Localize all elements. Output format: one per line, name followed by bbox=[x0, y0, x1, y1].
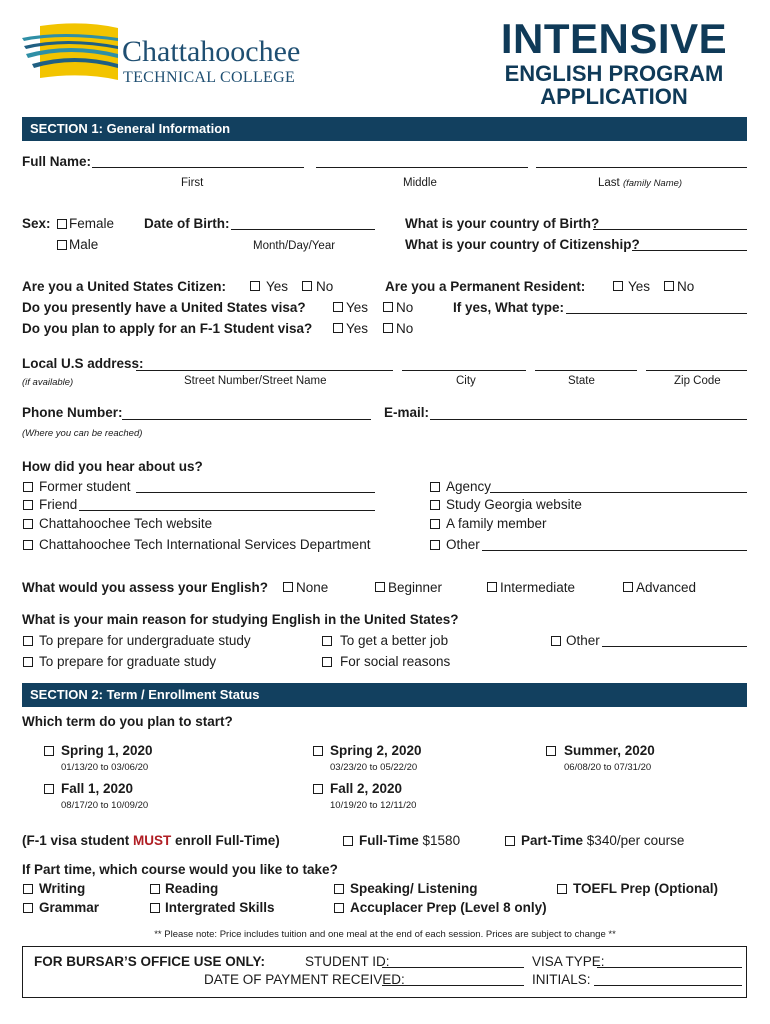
price-note: ** Please note: Price includes tuition and one meal at the end of each session. Prices are subject to change ** bbox=[154, 929, 616, 940]
male-label: Male bbox=[69, 237, 99, 252]
perm-resident-yes-checkbox[interactable] bbox=[613, 281, 623, 291]
reason-other-label: Other bbox=[566, 633, 600, 648]
hear-family-checkbox[interactable] bbox=[430, 519, 440, 529]
student-id-label: STUDENT ID: bbox=[305, 954, 390, 969]
term-spring1-dates: 01/13/20 to 03/06/20 bbox=[61, 762, 149, 773]
fulltime-label: Full-Time bbox=[359, 833, 419, 848]
logo-college-name: Chattahoochee bbox=[122, 35, 301, 68]
street-caption: Street Number/Street Name bbox=[184, 375, 327, 387]
form-title-main: INTENSIVE bbox=[500, 15, 728, 62]
payment-date-label: DATE OF PAYMENT RECEIVED: bbox=[204, 972, 405, 987]
us-citizen-no-label: No bbox=[316, 279, 334, 294]
f1-visa-no-checkbox[interactable] bbox=[383, 323, 393, 333]
last-name-caption-text: Last bbox=[598, 177, 620, 189]
form-title-line3: APPLICATION bbox=[540, 84, 688, 109]
full-name-label: Full Name: bbox=[22, 154, 92, 169]
zip-field[interactable] bbox=[646, 370, 747, 371]
term-fall1-checkbox[interactable] bbox=[44, 784, 54, 794]
hear-other-label: Other bbox=[446, 537, 480, 552]
reason-graduate-label: To prepare for graduate study bbox=[39, 654, 217, 669]
f1-enroll-must: MUST bbox=[133, 833, 172, 848]
term-spring1-label: Spring 1, 2020 bbox=[61, 743, 153, 758]
course-toefl-checkbox[interactable] bbox=[557, 884, 567, 894]
initials-field[interactable] bbox=[594, 985, 742, 986]
last-name-note: (family Name) bbox=[622, 178, 683, 189]
assess-intermediate-label: Intermediate bbox=[500, 580, 576, 595]
reason-social-checkbox[interactable] bbox=[322, 657, 332, 667]
us-citizen-yes-checkbox[interactable] bbox=[250, 281, 260, 291]
term-fall2-checkbox[interactable] bbox=[313, 784, 323, 794]
former-student-field[interactable] bbox=[136, 492, 375, 493]
assess-beginner-label: Beginner bbox=[388, 580, 443, 595]
hear-website-label: Chattahoochee Tech website bbox=[39, 516, 213, 531]
birth-country-label: What is your country of Birth? bbox=[405, 216, 600, 231]
course-grammar-label: Grammar bbox=[39, 900, 100, 915]
flag-logo-icon bbox=[22, 22, 122, 84]
section1-title: SECTION 1: General Information bbox=[30, 121, 231, 136]
perm-resident-yes-label: Yes bbox=[628, 279, 651, 294]
phone-field[interactable] bbox=[122, 419, 371, 420]
f1-enroll-note bbox=[22, 833, 280, 849]
course-question: If Part time, which course would you like to take? bbox=[22, 862, 338, 877]
term-fall2-dates: 10/19/20 to 12/11/20 bbox=[330, 800, 417, 811]
assess-advanced-checkbox[interactable] bbox=[623, 582, 633, 592]
course-speaking-label: Speaking/ Listening bbox=[350, 881, 478, 896]
first-name-caption: First bbox=[181, 177, 204, 189]
hear-isd-label: Chattahoochee Tech International Services Department bbox=[39, 537, 371, 552]
term-spring2-label: Spring 2, 2020 bbox=[330, 743, 422, 758]
course-writing-checkbox[interactable] bbox=[23, 884, 33, 894]
city-caption: City bbox=[456, 375, 476, 387]
us-citizen-no-checkbox[interactable] bbox=[302, 281, 312, 291]
bursar-box bbox=[22, 946, 747, 998]
f1-visa-yes-checkbox[interactable] bbox=[333, 323, 343, 333]
fulltime-option bbox=[359, 833, 460, 849]
parttime-option bbox=[521, 833, 684, 849]
course-reading-checkbox[interactable] bbox=[150, 884, 160, 894]
fulltime-checkbox[interactable] bbox=[343, 836, 353, 846]
visa-type-label: If yes, What type: bbox=[453, 300, 565, 315]
hear-study-georgia-label: Study Georgia website bbox=[446, 497, 582, 512]
middle-name-field[interactable] bbox=[316, 167, 528, 168]
hear-former-student-label: Former student bbox=[39, 479, 131, 494]
last-name-field[interactable] bbox=[536, 167, 747, 168]
hear-about-label: How did you hear about us? bbox=[22, 459, 203, 474]
male-checkbox[interactable] bbox=[57, 240, 67, 250]
term-summer-label: Summer, 2020 bbox=[564, 743, 655, 758]
term-spring1-checkbox[interactable] bbox=[44, 746, 54, 756]
first-name-field[interactable] bbox=[92, 167, 304, 168]
logo-college-subtitle: TECHNICAL COLLEGE bbox=[123, 69, 296, 86]
dob-label: Date of Birth: bbox=[144, 216, 230, 231]
female-checkbox[interactable] bbox=[57, 219, 67, 229]
term-summer-checkbox[interactable] bbox=[546, 746, 556, 756]
zip-caption: Zip Code bbox=[674, 375, 721, 387]
parttime-checkbox[interactable] bbox=[505, 836, 515, 846]
course-integrated-checkbox[interactable] bbox=[150, 903, 160, 913]
reason-undergrad-checkbox[interactable] bbox=[23, 636, 33, 646]
reason-label: What is your main reason for studying English in the United States? bbox=[22, 612, 459, 627]
visa-type-field[interactable] bbox=[566, 313, 747, 314]
reason-other-field[interactable] bbox=[602, 646, 747, 647]
us-citizen-label: Are you a United States Citizen: bbox=[22, 279, 227, 294]
us-citizen-yes-label: Yes bbox=[266, 279, 289, 294]
f1-visa-yes-label: Yes bbox=[346, 321, 369, 336]
hear-website-checkbox[interactable] bbox=[23, 519, 33, 529]
term-question: Which term do you plan to start? bbox=[22, 714, 233, 729]
section2-title: SECTION 2: Term / Enrollment Status bbox=[30, 687, 260, 702]
hear-other-checkbox[interactable] bbox=[430, 540, 440, 550]
student-id-field[interactable] bbox=[382, 967, 524, 968]
street-field[interactable] bbox=[136, 370, 393, 371]
parttime-price: $340/per course bbox=[586, 833, 685, 848]
section2-header bbox=[22, 683, 747, 707]
hear-isd-checkbox[interactable] bbox=[23, 540, 33, 550]
perm-resident-label: Are you a Permanent Resident: bbox=[385, 279, 586, 294]
hear-friend-label: Friend bbox=[39, 497, 78, 512]
visa-type-bursar-label: VISA TYPE: bbox=[532, 954, 605, 969]
state-caption: State bbox=[568, 375, 595, 387]
perm-resident-no-checkbox[interactable] bbox=[664, 281, 674, 291]
form-title-line2: ENGLISH PROGRAM bbox=[504, 61, 724, 86]
city-field[interactable] bbox=[402, 370, 526, 371]
course-grammar-checkbox[interactable] bbox=[23, 903, 33, 913]
assess-none-label: None bbox=[296, 580, 329, 595]
bursar-title: FOR BURSAR’S OFFICE USE ONLY: bbox=[34, 954, 266, 969]
reason-job-checkbox[interactable] bbox=[322, 636, 332, 646]
dob-field[interactable] bbox=[231, 229, 375, 230]
perm-resident-no-label: No bbox=[677, 279, 695, 294]
course-reading-label: Reading bbox=[165, 881, 219, 896]
email-field[interactable] bbox=[430, 419, 747, 420]
hear-agency-label: Agency bbox=[446, 479, 492, 494]
sex-label: Sex: bbox=[22, 216, 51, 231]
hear-agency-checkbox[interactable] bbox=[430, 482, 440, 492]
reason-other-checkbox[interactable] bbox=[551, 636, 561, 646]
us-visa-no-checkbox[interactable] bbox=[383, 302, 393, 312]
f1-visa-no-label: No bbox=[396, 321, 414, 336]
citizenship-country-field[interactable] bbox=[632, 250, 747, 251]
assess-intermediate-checkbox[interactable] bbox=[487, 582, 497, 592]
term-spring2-checkbox[interactable] bbox=[313, 746, 323, 756]
f1-enroll-pre: (F-1 visa student bbox=[22, 833, 134, 848]
phone-label: Phone Number: bbox=[22, 405, 123, 420]
address-label: Local U.S address: bbox=[22, 356, 144, 371]
reason-social-label: For social reasons bbox=[340, 654, 451, 669]
phone-note: (Where you can be reached) bbox=[22, 428, 143, 439]
if-available-note: (if available) bbox=[22, 377, 74, 388]
us-visa-yes-label: Yes bbox=[346, 300, 369, 315]
reason-job-label: To get a better job bbox=[340, 633, 449, 648]
hear-friend-checkbox[interactable] bbox=[23, 500, 33, 510]
reason-graduate-checkbox[interactable] bbox=[23, 657, 33, 667]
last-name-caption bbox=[598, 175, 682, 192]
agency-field[interactable] bbox=[490, 492, 747, 493]
term-fall1-dates: 08/17/20 to 10/09/20 bbox=[61, 800, 149, 811]
course-toefl-label: TOEFL Prep (Optional) bbox=[573, 881, 719, 896]
f1-enroll-post: enroll Full-Time) bbox=[171, 833, 280, 848]
assess-advanced-label: Advanced bbox=[636, 580, 697, 595]
course-speaking-checkbox[interactable] bbox=[334, 884, 344, 894]
hear-family-label: A family member bbox=[446, 516, 547, 531]
payment-date-field[interactable] bbox=[382, 985, 524, 986]
us-visa-no-label: No bbox=[396, 300, 414, 315]
parttime-label: Part-Time bbox=[521, 833, 584, 848]
dob-format: Month/Day/Year bbox=[253, 240, 336, 252]
reason-undergrad-label: To prepare for undergraduate study bbox=[39, 633, 251, 648]
female-label: Female bbox=[69, 216, 115, 231]
college-logo bbox=[22, 22, 322, 84]
term-fall2-label: Fall 2, 2020 bbox=[330, 781, 403, 796]
course-accuplacer-checkbox[interactable] bbox=[334, 903, 344, 913]
email-label: E-mail: bbox=[384, 405, 430, 420]
middle-name-caption: Middle bbox=[403, 177, 437, 189]
course-accuplacer-label: Accuplacer Prep (Level 8 only) bbox=[350, 900, 547, 915]
fulltime-price: $1580 bbox=[422, 833, 461, 848]
hear-former-student-checkbox[interactable] bbox=[23, 482, 33, 492]
assess-none-checkbox[interactable] bbox=[283, 582, 293, 592]
citizenship-country-label: What is your country of Citizenship? bbox=[405, 237, 640, 252]
hear-other-field[interactable] bbox=[482, 550, 747, 551]
assess-label: What would you assess your English? bbox=[22, 580, 269, 595]
term-fall1-label: Fall 1, 2020 bbox=[61, 781, 134, 796]
us-visa-label: Do you presently have a United States visa? bbox=[22, 300, 306, 315]
us-visa-yes-checkbox[interactable] bbox=[333, 302, 343, 312]
section1-header bbox=[22, 117, 747, 141]
term-spring2-dates: 03/23/20 to 05/22/20 bbox=[330, 762, 418, 773]
initials-label: INITIALS: bbox=[532, 972, 591, 987]
course-integrated-label: Intergrated Skills bbox=[165, 900, 275, 915]
f1-visa-label: Do you plan to apply for an F-1 Student visa? bbox=[22, 321, 313, 336]
state-field[interactable] bbox=[535, 370, 637, 371]
term-summer-dates: 06/08/20 to 07/31/20 bbox=[564, 762, 652, 773]
visa-type-bursar-field[interactable] bbox=[597, 967, 742, 968]
hear-study-georgia-checkbox[interactable] bbox=[430, 500, 440, 510]
course-writing-label: Writing bbox=[39, 881, 86, 896]
assess-beginner-checkbox[interactable] bbox=[375, 582, 385, 592]
friend-field[interactable] bbox=[79, 510, 375, 511]
birth-country-field[interactable] bbox=[593, 229, 747, 230]
